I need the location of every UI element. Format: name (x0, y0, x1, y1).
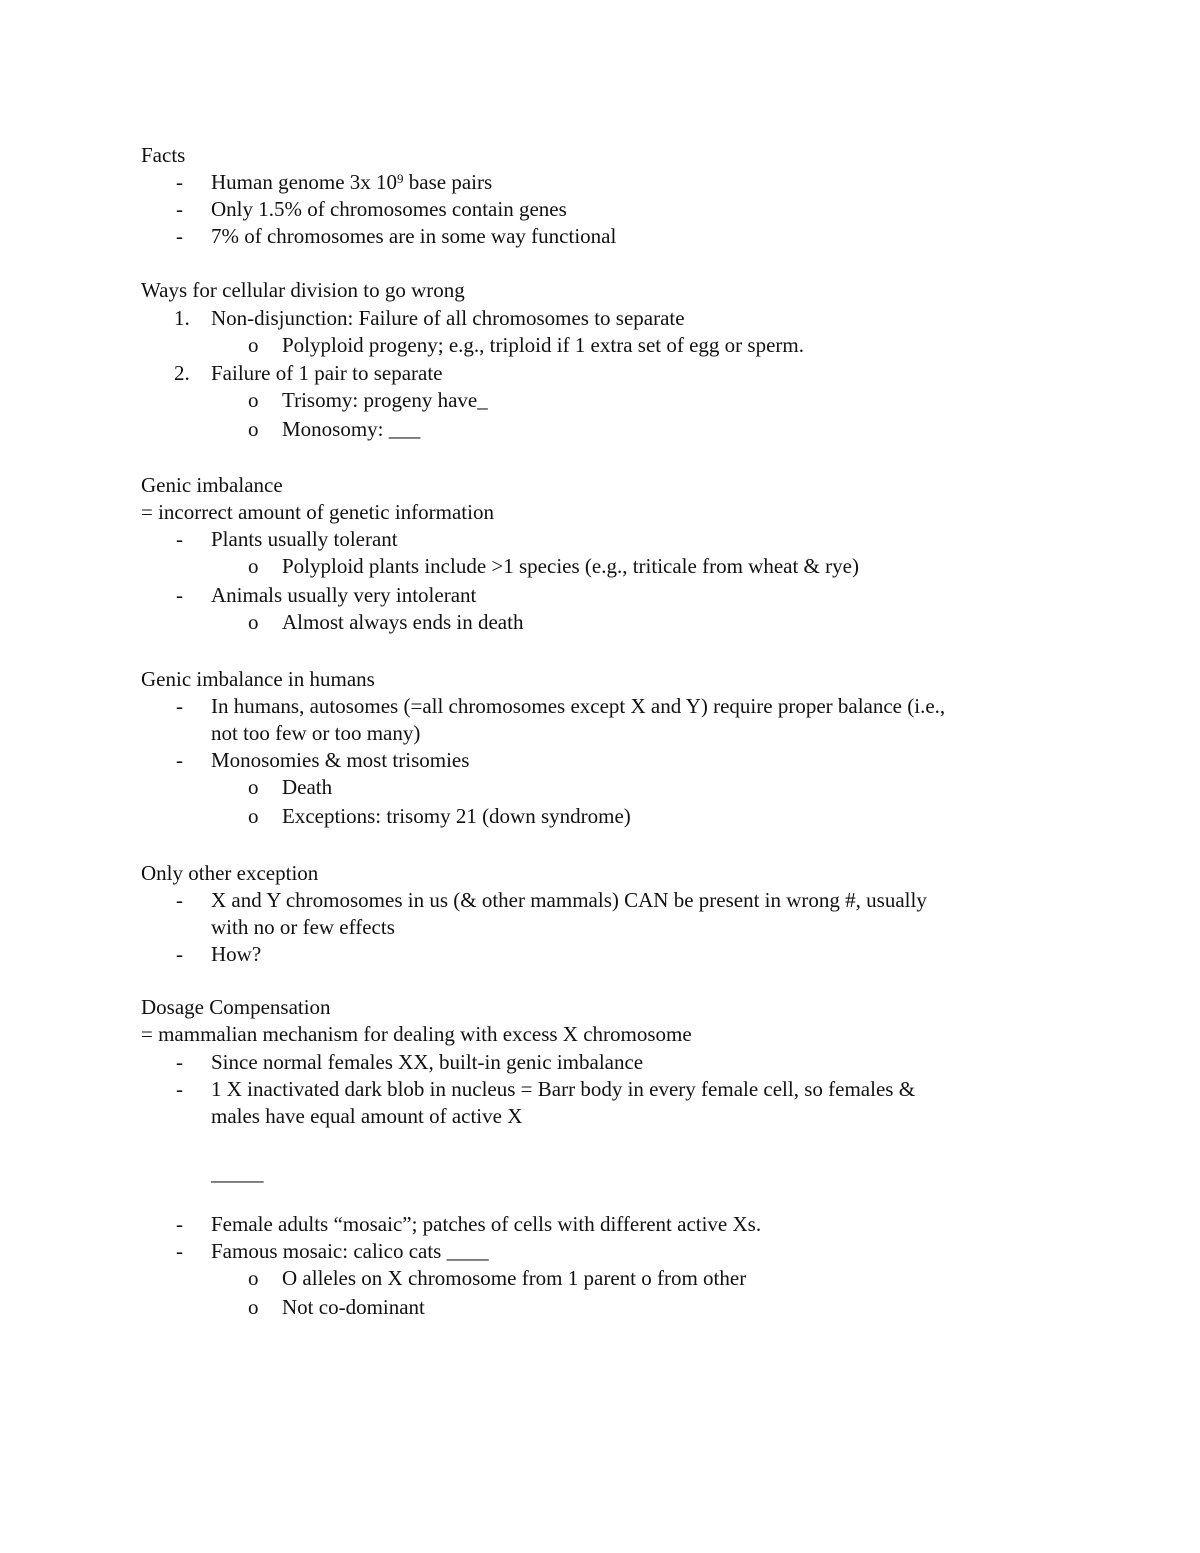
section-title: Ways for cellular division to go wrong (141, 278, 465, 302)
blank-line: _____ (211, 1161, 264, 1185)
sub-list-item: Polyploid plants include >1 species (e.g., triticale from wheat & rye) (282, 554, 859, 578)
list-item: 7% of chromosomes are in some way functional (211, 224, 617, 248)
list-item-continuation: not too few or too many) (211, 721, 421, 745)
list-item: Animals usually very intolerant (211, 583, 477, 607)
sub-bullet-marker: o (248, 804, 259, 828)
sub-list-item: Monosomy: ___ (282, 417, 421, 441)
list-item: X and Y chromosomes in us (& other mammals) CAN be present in wrong #, usually (211, 888, 927, 912)
bullet-marker: - (176, 224, 183, 248)
sub-bullet-marker: o (248, 610, 259, 634)
sub-bullet-marker: o (248, 775, 259, 799)
number-marker: 2. (174, 361, 190, 385)
list-item: Famous mosaic: calico cats ____ (211, 1239, 489, 1263)
list-item: Monosomies & most trisomies (211, 748, 470, 772)
bullet-marker: - (176, 1077, 183, 1101)
bullet-marker: - (176, 197, 183, 221)
list-item: Since normal females XX, built-in genic imbalance (211, 1050, 644, 1074)
list-item (211, 169, 492, 196)
sub-list-item: Not co-dominant (282, 1295, 425, 1319)
section-title: Facts (141, 143, 186, 167)
bullet-marker: - (176, 694, 183, 718)
section-title: Only other exception (141, 861, 319, 885)
sub-list-item: Almost always ends in death (282, 610, 524, 634)
sub-list-item: O alleles on X chromosome from 1 parent o from other (282, 1266, 747, 1290)
bullet-marker: - (176, 1239, 183, 1263)
bullet-marker: - (176, 1050, 183, 1074)
list-item: Non-disjunction: Failure of all chromosomes to separate (211, 306, 685, 330)
sub-bullet-marker: o (248, 1295, 259, 1319)
sub-list-item: Polyploid progeny; e.g., triploid if 1 extra set of egg or sperm. (282, 333, 804, 357)
sub-bullet-marker: o (248, 554, 259, 578)
bullet-marker: - (176, 888, 183, 912)
list-item: 1 X inactivated dark blob in nucleus = Barr body in every female cell, so females & (211, 1077, 916, 1101)
sub-bullet-marker: o (248, 333, 259, 357)
list-item-continuation: males have equal amount of active X (211, 1104, 523, 1128)
section-definition: = incorrect amount of genetic information (141, 500, 494, 524)
section-title: Dosage Compensation (141, 995, 331, 1019)
section-definition: = mammalian mechanism for dealing with excess X chromosome (141, 1022, 692, 1046)
list-item-text: base pairs (403, 170, 493, 194)
sub-list-item: Trisomy: progeny have_ (282, 388, 488, 412)
number-marker: 1. (174, 306, 190, 330)
list-item: How? (211, 942, 262, 966)
list-item: In humans, autosomes (=all chromosomes except X and Y) require proper balance (i.e., (211, 694, 946, 718)
sub-bullet-marker: o (248, 417, 259, 441)
sub-list-item: Exceptions: trisomy 21 (down syndrome) (282, 804, 631, 828)
bullet-marker: - (176, 1212, 183, 1236)
bullet-marker: - (176, 527, 183, 551)
list-item: Failure of 1 pair to separate (211, 361, 443, 385)
sub-bullet-marker: o (248, 1266, 259, 1290)
section-title: Genic imbalance (141, 473, 283, 497)
bullet-marker: - (176, 942, 183, 966)
list-item-continuation: with no or few effects (211, 915, 395, 939)
bullet-marker: - (176, 170, 183, 194)
list-item: Female adults “mosaic”; patches of cells with different active Xs. (211, 1212, 762, 1236)
bullet-marker: - (176, 748, 183, 772)
sub-list-item: Death (282, 775, 333, 799)
bullet-marker: - (176, 583, 183, 607)
list-item: Only 1.5% of chromosomes contain genes (211, 197, 567, 221)
sub-bullet-marker: o (248, 388, 259, 412)
section-title: Genic imbalance in humans (141, 667, 375, 691)
list-item-text: Human genome 3x 10 (211, 170, 398, 194)
list-item: Plants usually tolerant (211, 527, 398, 551)
exponent: 9 (397, 171, 404, 186)
